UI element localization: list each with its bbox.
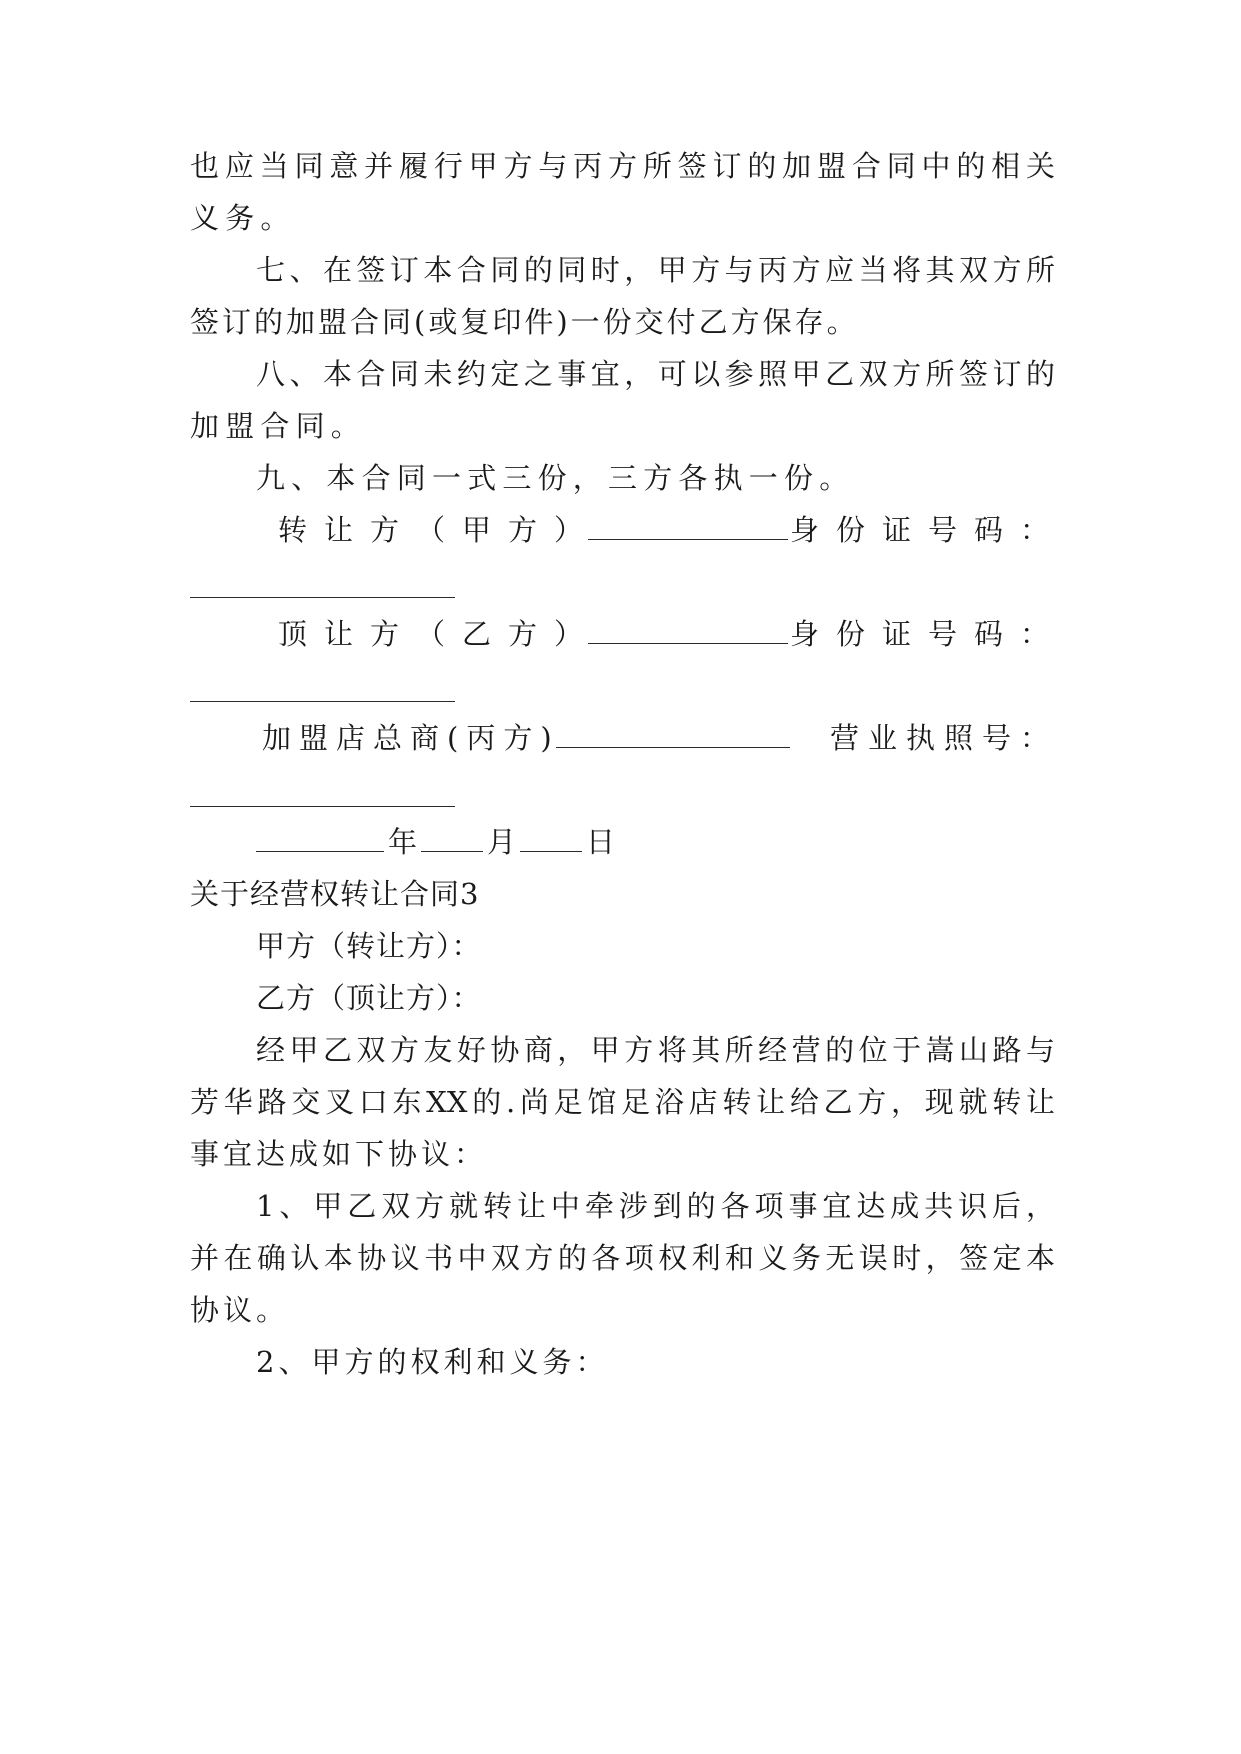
- assignee-blank[interactable]: [588, 639, 788, 644]
- franchisor-label: 加盟店总商(丙方): [262, 721, 560, 755]
- party-a-label: 甲方（转让方）：: [256, 929, 482, 963]
- month-blank[interactable]: [421, 847, 483, 852]
- assignee-label: 顶让方（乙方）: [278, 617, 601, 651]
- clause-7-line: 签订的加盟合同(或复印件)一份交付乙方保存。: [190, 305, 859, 339]
- assignee-id-blank[interactable]: [190, 701, 455, 702]
- business-license-label: 营业执照号：: [830, 721, 1059, 755]
- date-line: [256, 822, 615, 862]
- transferor-label: 转让方（甲方）: [278, 513, 601, 547]
- article-1-line: 并在确认本协议书中双方的各项权利和义务无误时，签定本: [190, 1241, 1055, 1275]
- day-label: 日: [586, 825, 616, 859]
- transferor-id-label: 身份证号码：: [790, 513, 1067, 547]
- contract-title: 关于经营权转让合同3: [190, 877, 480, 911]
- signature-assignee: [278, 614, 788, 654]
- article-2-heading: 2、甲方的权利和义务：: [256, 1345, 609, 1379]
- year-label: 年: [388, 825, 418, 859]
- month-label: 月: [487, 825, 517, 859]
- clause-8-line: 加盟合同。: [190, 409, 367, 443]
- party-b-label: 乙方（顶让方）：: [256, 981, 482, 1015]
- business-license-blank[interactable]: [190, 806, 455, 807]
- signature-franchisor: [262, 718, 790, 758]
- franchisor-blank[interactable]: [556, 743, 790, 748]
- intro-line: 经甲乙双方友好协商，甲方将其所经营的位于嵩山路与: [256, 1033, 1055, 1067]
- paragraph-line: 义务。: [190, 201, 296, 235]
- clause-7-line: 七、在签订本合同的同时，甲方与丙方应当将其双方所: [256, 253, 1055, 287]
- intro-line: 芳华路交叉口东XX的.尚足馆足浴店转让给乙方，现就转让: [190, 1085, 1055, 1119]
- article-1-line: 协议。: [190, 1293, 290, 1327]
- article-1-line: 1、甲乙双方就转让中牵涉到的各项事宜达成共识后，: [256, 1189, 1055, 1223]
- clause-9-line: 九、本合同一式三份，三方各执一份。: [256, 461, 855, 495]
- intro-line: 事宜达成如下协议：: [190, 1137, 488, 1171]
- transferor-id-blank[interactable]: [190, 597, 455, 598]
- clause-8-line: 八、本合同未约定之事宜，可以参照甲乙双方所签订的: [256, 357, 1055, 391]
- assignee-id-label: 身份证号码：: [790, 617, 1067, 651]
- signature-transferor: [278, 510, 788, 550]
- paragraph-line: 也应当同意并履行甲方与丙方所签订的加盟合同中的相关: [190, 149, 1055, 183]
- year-blank[interactable]: [256, 847, 384, 852]
- day-blank[interactable]: [520, 847, 582, 852]
- transferor-blank[interactable]: [588, 535, 788, 540]
